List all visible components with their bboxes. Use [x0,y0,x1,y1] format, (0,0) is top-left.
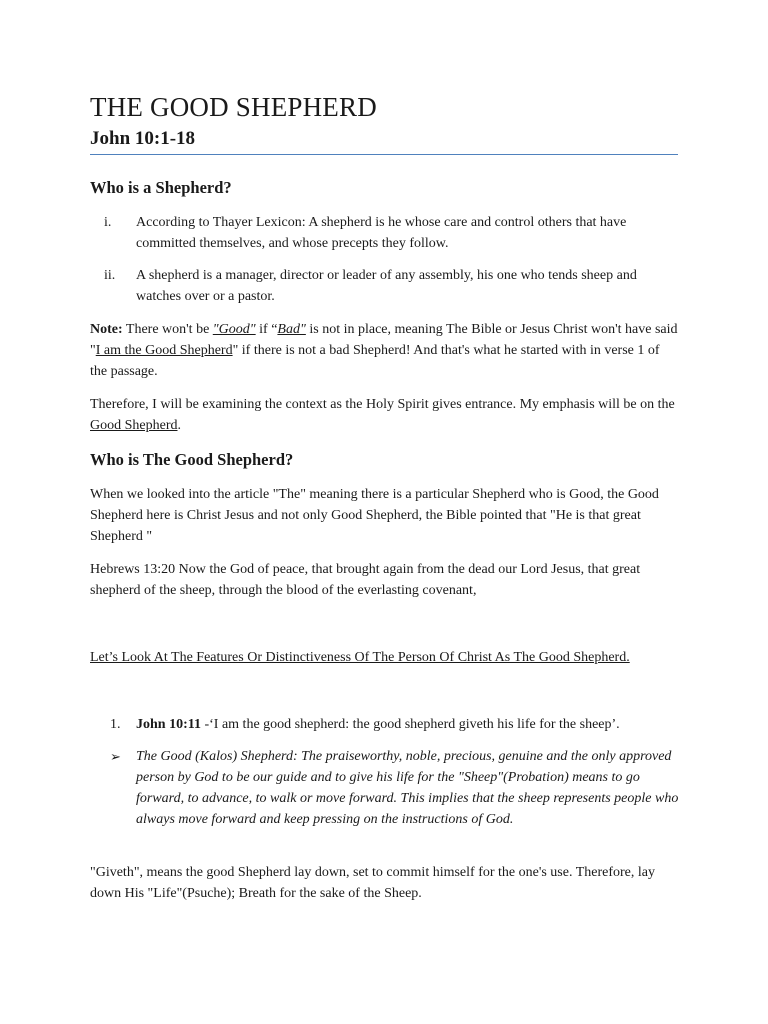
list-item-text: According to Thayer Lexicon: A shepherd is he whose care and control others that have committed themselves, and whose precepts they follow. [136,215,627,251]
document-subtitle: John 10:1-18 [90,128,196,149]
scripture-reference: John 10:11 [136,717,201,732]
features-heading-text: Let’s Look At The Features Or Distinctiveness Of The Person Of Christ As The Good Shepherd. [90,650,630,665]
scripture-quote: -‘I am the good shepherd: the good shepherd giveth his life for the sheep’. [200,717,620,732]
section-heading-who-is-shepherd: Who is a Shepherd? [90,178,232,197]
list-item-text: A shepherd is a manager, director or leader of any assembly, his one who tends sheep and watches over or a pastor. [136,268,637,304]
list-marker: ii. [104,268,116,283]
note-label: Note: [90,322,123,337]
good-shepherd-emphasis: Good Shepherd [90,418,178,433]
paragraph-text: Therefore, I will be examining the context as the Holy Spirit gives entrance. My emphasis will be on the [90,397,675,412]
note-paragraph [90,319,680,382]
article-paragraph: When we looked into the article "The" meaning there is a particular Shepherd who is Good, the Good Shepherd here is Christ Jesus and not only Good Shepherd, the Bible pointed that "He is that great Shepherd " [90,487,659,544]
giveth-paragraph: "Giveth", means the good Shepherd lay down, set to commit himself for the one's use. Therefore, lay down His "Life"(Psuche); Breath for the sake of the Sheep. [90,865,656,901]
list-marker: i. [104,215,112,230]
list-item-text [136,714,680,735]
good-shepherd-quote: I am the Good Shepherd [95,343,233,358]
note-text: is not in place, meaning The Bible or Jesus Christ won't have said " [90,322,678,358]
bad-emphasis: Bad" [277,322,306,337]
title-divider [90,154,678,155]
note-text: if “ [255,322,278,337]
good-emphasis: "Good" [212,322,256,337]
therefore-paragraph [90,394,680,436]
list-marker: 1. [110,717,121,732]
paragraph-text: . [177,418,181,433]
document-title: THE GOOD SHEPHERD [90,92,377,122]
note-text: There won't be [122,322,213,337]
features-heading [90,647,680,668]
bullet-text: The Good (Kalos) Shepherd: The praiseworthy, noble, precious, genuine and the only approved person by God to be our guide and to give his life for the "Sheep"(Probation) means to go forward, to advance, to walk or move forward. This implies that the sheep represents people who always move forward and keep pressing on the instructions of God. [136,749,679,827]
hebrews-paragraph: Hebrews 13:20 Now the God of peace, that brought again from the dead our Lord Jesus, that great shepherd of the sheep, through the blood of the everlasting covenant, [90,562,641,598]
arrow-bullet-icon: ➢ [110,749,121,764]
section-heading-good-shepherd: Who is The Good Shepherd? [90,450,294,469]
note-text: " if there is not a bad Shepherd! And that's what he started with in verse 1 of the passage. [90,343,660,379]
